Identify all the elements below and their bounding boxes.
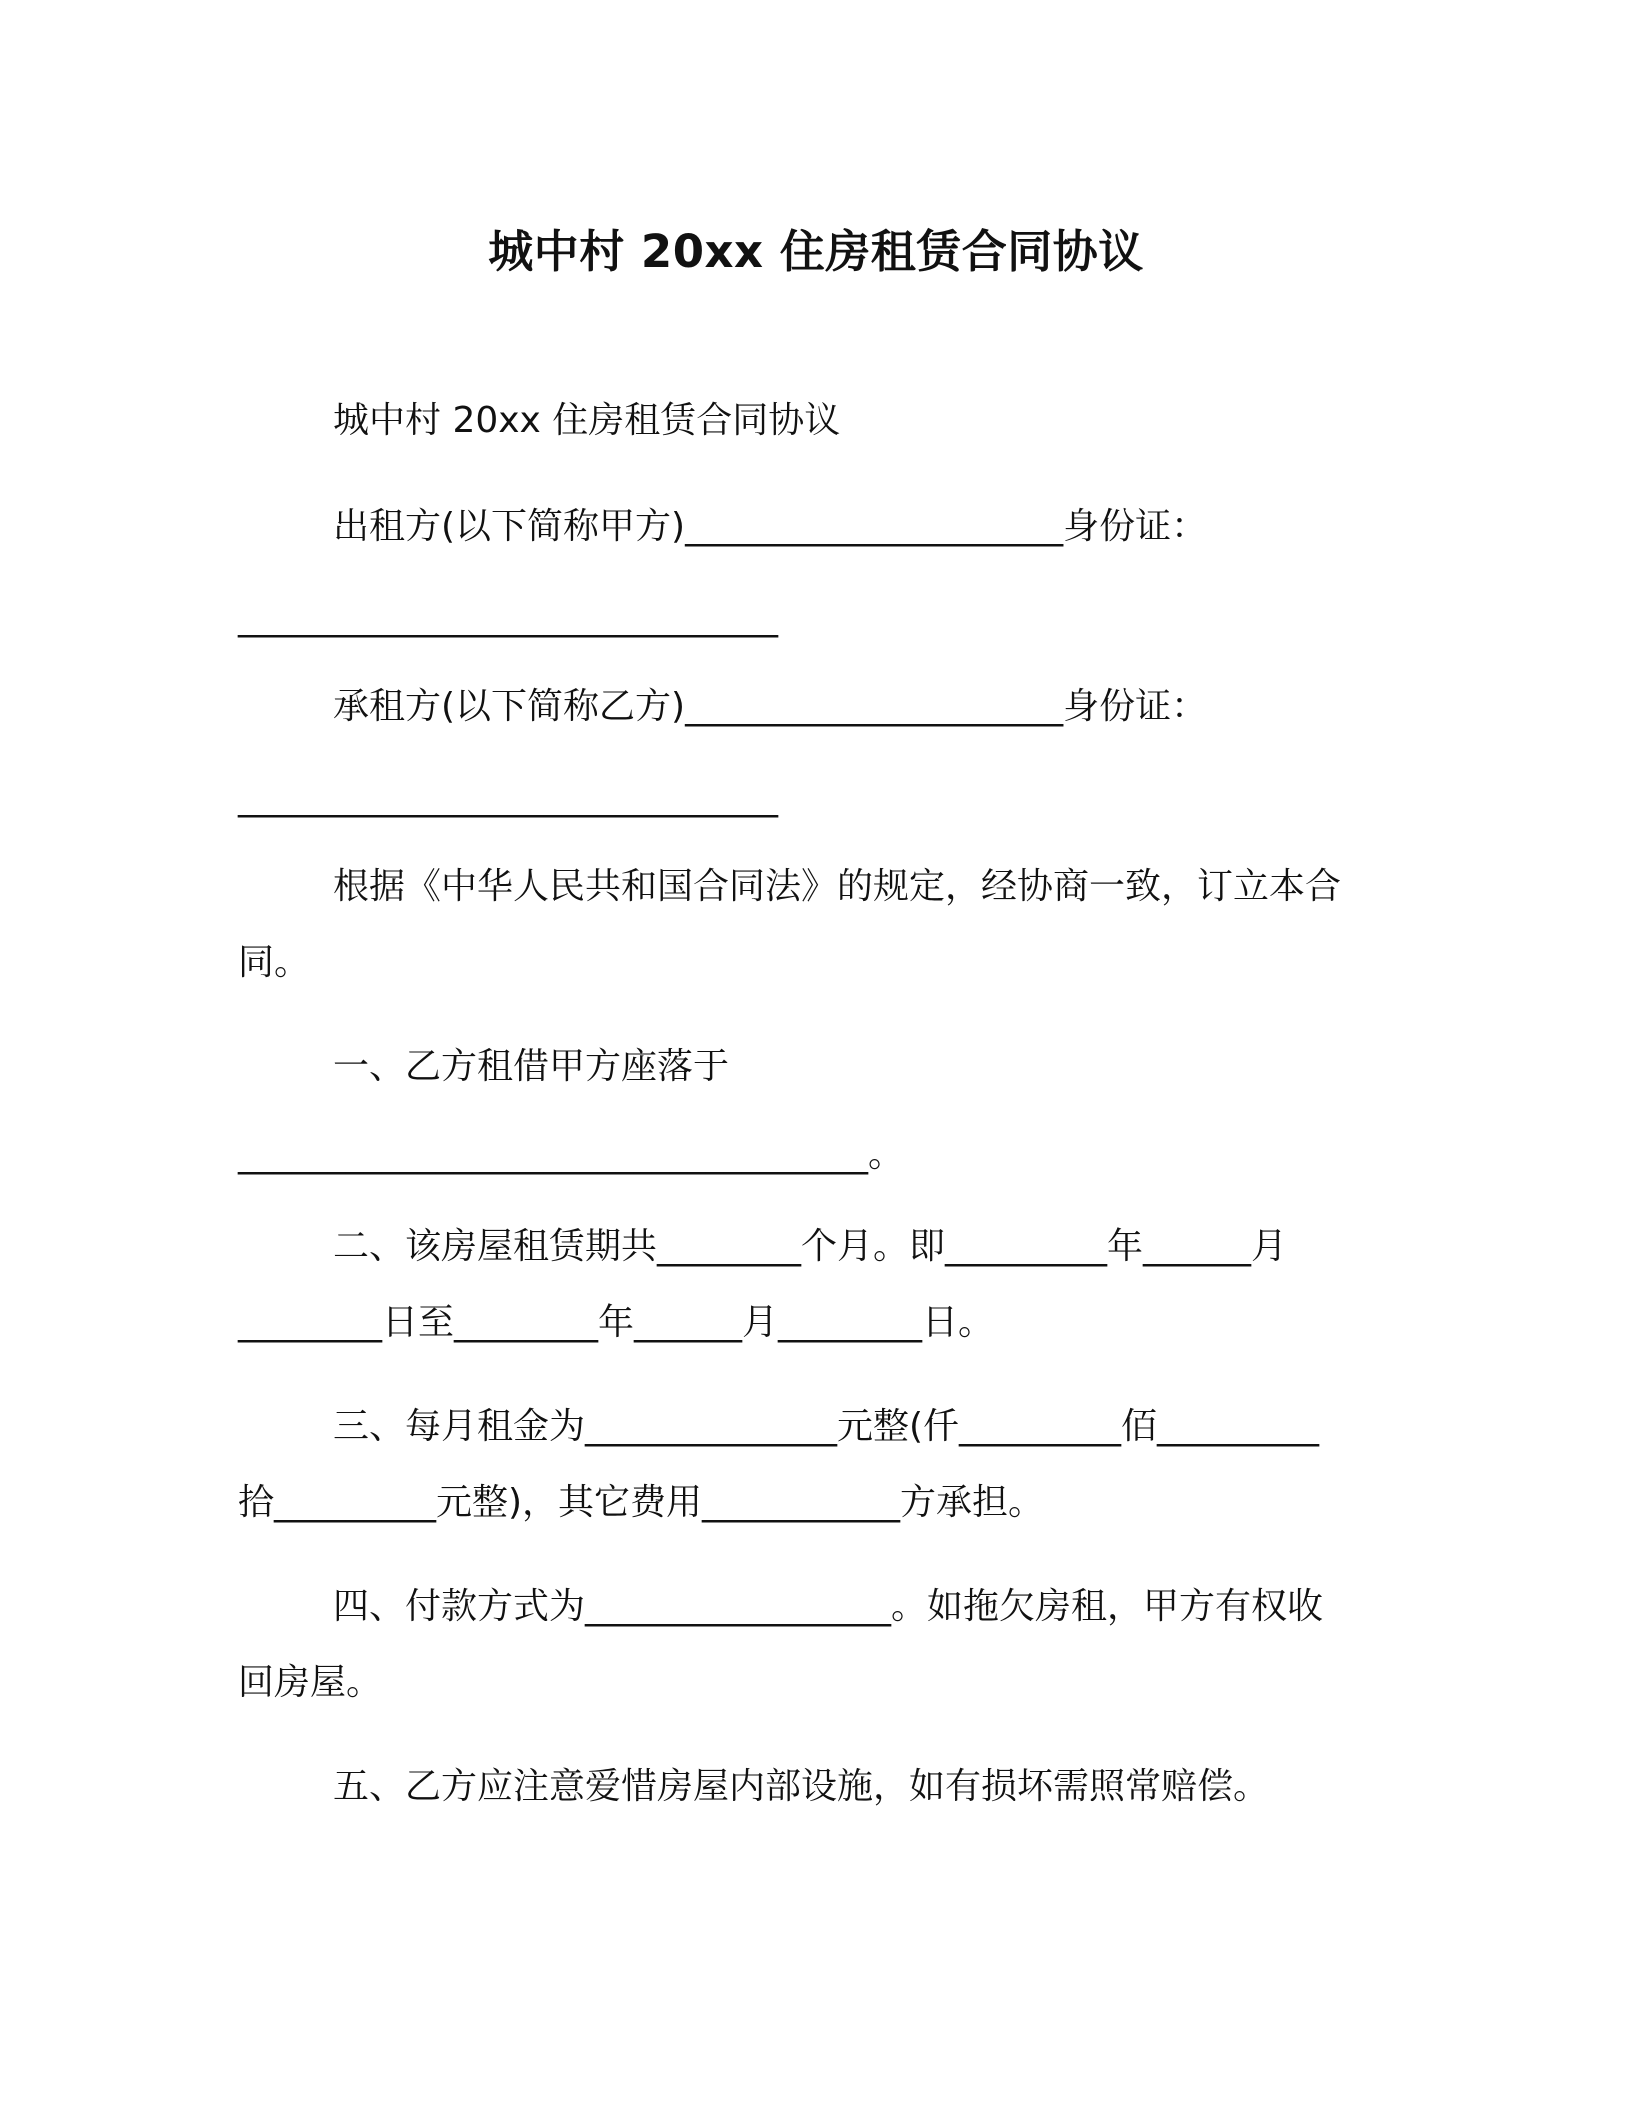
clause-3-continuation: 拾_________元整)，其它费用___________方承担。 — [238, 1482, 1045, 1523]
clause-2-continuation: ________日至________年______月________日。 — [238, 1302, 994, 1343]
clause-1-line: 一、乙方租借甲方座落于 — [333, 1046, 730, 1087]
clause-1-blank: ___________________________________。 — [238, 1134, 904, 1175]
lessor-id-blank: ______________________________ — [238, 597, 778, 638]
lessee-line: 承租方(以下简称乙方)_____________________身份证： — [333, 686, 1208, 727]
lessor-line: 出租方(以下简称甲方)_____________________身份证： — [333, 506, 1208, 547]
clause-2-line: 二、该房屋租赁期共________个月。即_________年______月 — [333, 1226, 1288, 1267]
clause-5-line: 五、乙方应注意爱惜房屋内部设施，如有损坏需照常赔偿。 — [333, 1766, 1270, 1807]
preamble-line: 根据《中华人民共和国合同法》的规定，经协商一致，订立本合 — [333, 866, 1342, 907]
clause-3-line: 三、每月租金为______________元整(仟_________佰_________ — [333, 1406, 1320, 1447]
document-title: 城中村 20xx 住房租赁合同协议 — [488, 225, 1144, 278]
clause-4-continuation: 回房屋。 — [238, 1662, 383, 1703]
subtitle-line: 城中村 20xx 住房租赁合同协议 — [333, 400, 841, 441]
clause-4-line: 四、付款方式为_________________。如拖欠房租，甲方有权收 — [333, 1586, 1324, 1627]
preamble-continuation: 同。 — [238, 942, 311, 983]
lessee-id-blank: ______________________________ — [238, 777, 778, 818]
